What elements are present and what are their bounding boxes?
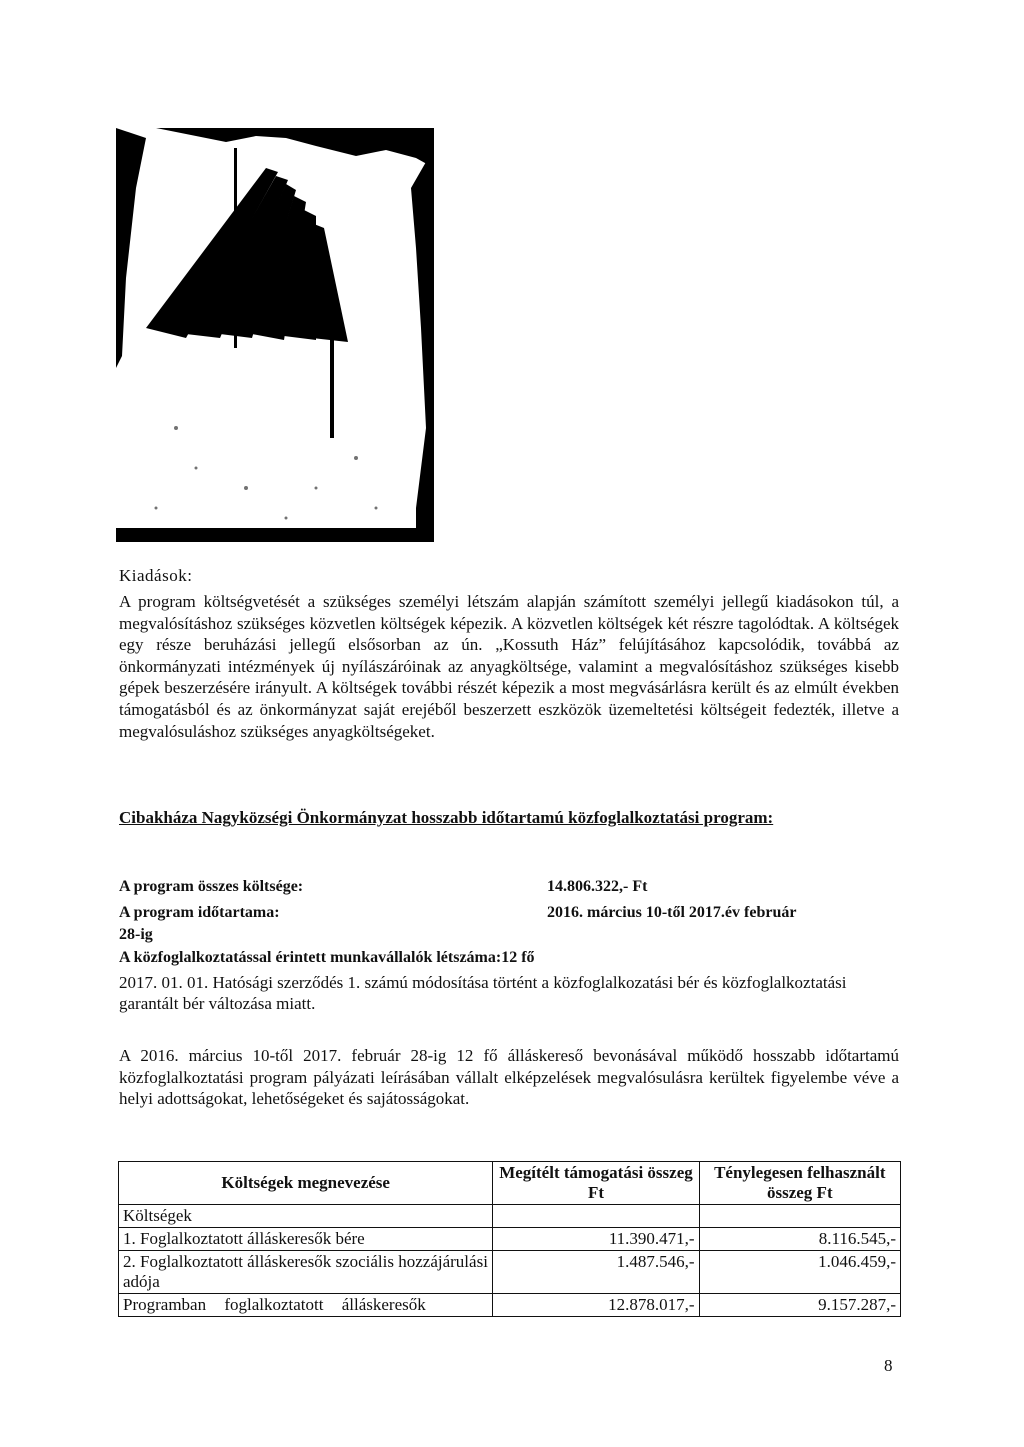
contract-paragraph: 2017. 01. 01. Hatósági szerződés 1. számú módosítása történt a közfoglalkozatási bér és közfoglalkoztatási garantált bér változása miatt.	[119, 973, 847, 1013]
table-row	[119, 1294, 901, 1317]
row-name: 1. Foglalkoztatott álláskeresők bére	[119, 1228, 493, 1251]
empty-cell	[699, 1205, 900, 1228]
table-row	[119, 1251, 901, 1294]
empty-cell	[493, 1205, 699, 1228]
expenses-heading: Kiadások:	[119, 566, 193, 585]
row-granted: 12.878.017,-	[493, 1294, 699, 1317]
table-row	[119, 1205, 901, 1228]
row-granted: 1.487.546,-	[493, 1251, 699, 1294]
table-row	[119, 1228, 901, 1251]
cost-table	[118, 1161, 901, 1317]
program-paragraph: A 2016. március 10-től 2017. február 28-ig 12 fő álláskereső bevonásával működő hosszabb időtartamú közfoglalkoztatási program pályázati leírásában vállalt elképzelések megvalósulásra kerültek figyelembe véve a helyi adottságokat, lehetőségeket és sajátosságokat.	[119, 1046, 899, 1109]
workers-count-line: A közfoglalkoztatással érintett munkavállalók létszáma:12 fő	[119, 949, 535, 966]
program-title: Cibakháza Nagyközségi Önkormányzat hosszabb időtartamú közfoglalkoztatási program:	[119, 808, 774, 827]
total-cost-value: 14.806.322,- Ft	[547, 878, 648, 895]
category-cell: Költségek	[119, 1205, 493, 1228]
row-name: 2. Foglalkoztatott álláskeresők szociális hozzájárulási adója	[119, 1251, 493, 1294]
total-cost-label: A program összes költsége:	[119, 878, 304, 895]
duration-continuation: 28-ig	[119, 926, 153, 943]
row-used: 8.116.545,-	[699, 1228, 900, 1251]
header-used: Ténylegesen felhasznált összeg Ft	[699, 1162, 900, 1205]
duration-value: 2016. március 10-től 2017.év február	[547, 904, 797, 921]
park-bench-photo	[116, 128, 434, 542]
header-granted: Megítélt támogatási összeg Ft	[493, 1162, 699, 1205]
row-granted: 11.390.471,-	[493, 1228, 699, 1251]
header-cost-name: Költségek megnevezése	[119, 1162, 493, 1205]
duration-label: A program időtartama:	[119, 904, 280, 921]
page-number: 8	[884, 1356, 893, 1375]
row-name: Programban foglalkoztatott álláskeresők	[119, 1294, 493, 1317]
row-used: 1.046.459,-	[699, 1251, 900, 1294]
expenses-paragraph: A program költségvetését a szükséges személyi létszám alapján számított személyi jellegű kiadásokon túl, a megvalósításhoz szükséges közvetlen költségek képezik. A közvetlen költségek két részre tagolódtak. A költségek egy része beruházási jellegű elsősorban az ún. „Kossuth Ház” felújításához kapcsolódik, továbbá az önkormányzati intézmények új nyílászáróinak az anyagköltsége, valamint a megvalósításhoz szükséges kisebb gépek beszerzésére irányult. A költségek további részét képezik a most megvásárlásra került és az elmúlt években támogatásból és az önkormányzat saját erejéből beszerzett eszközök üzemeltetési költségeit fedezték, illetve a megvalósuláshoz szükséges anyagköltségeket.	[119, 592, 899, 741]
table-header-row	[119, 1162, 901, 1205]
row-used: 9.157.287,-	[699, 1294, 900, 1317]
